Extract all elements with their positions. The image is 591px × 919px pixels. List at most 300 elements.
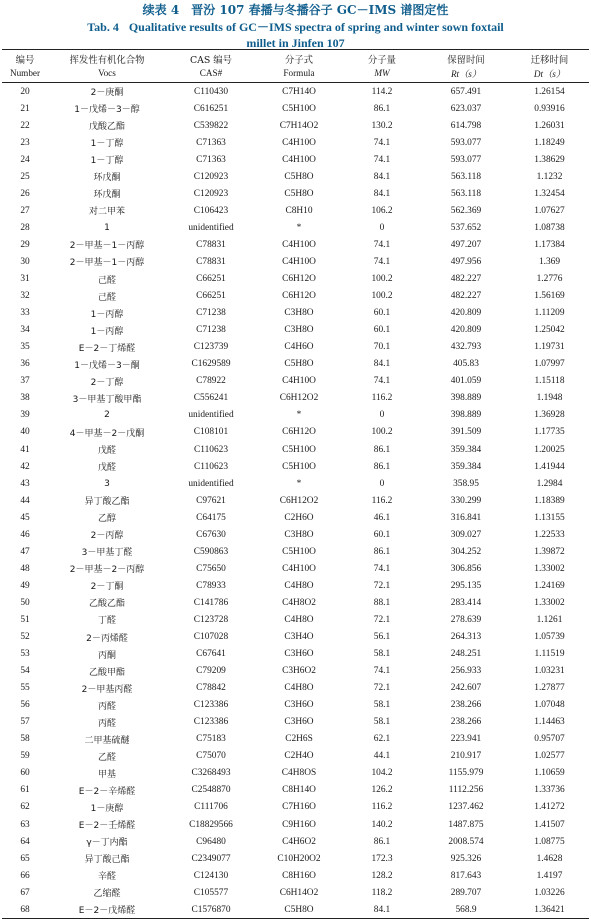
cell-mw: 130.2 bbox=[371, 120, 393, 131]
table-row bbox=[2, 356, 589, 373]
cell-formula: C3H8O bbox=[284, 308, 314, 319]
cell-dt: 1.11209 bbox=[534, 308, 565, 319]
cell-dt: 1.10659 bbox=[534, 768, 565, 779]
cell-mw: 62.1 bbox=[373, 734, 391, 745]
cell-formula: C5H10O bbox=[282, 444, 316, 455]
cell-rt: 309.027 bbox=[450, 529, 482, 540]
cell-number: 59 bbox=[20, 751, 30, 762]
cell-compound: 乙醇 bbox=[97, 514, 116, 525]
cell-dt: 1.11519 bbox=[534, 649, 565, 660]
cell-formula: * bbox=[296, 222, 302, 233]
cell-cas: C111706 bbox=[194, 802, 228, 813]
cell-compound: 对二甲苯 bbox=[88, 207, 125, 218]
header-vocs-cn: 挥发性有机化合物 bbox=[48, 50, 166, 67]
cell-mw: 84.1 bbox=[373, 171, 391, 182]
cell-cas: C105577 bbox=[193, 887, 229, 898]
cell-cas: C97621 bbox=[196, 495, 226, 506]
caption-english bbox=[0, 19, 591, 35]
cell-formula: C4H8O2 bbox=[282, 597, 316, 608]
cell-number: 56 bbox=[20, 700, 30, 711]
cell-compound: 戊醛 bbox=[97, 446, 116, 456]
cell-formula: C4H10O bbox=[282, 239, 316, 250]
table-row bbox=[2, 322, 589, 339]
cell-dt: 1.07997 bbox=[534, 359, 565, 370]
table-row bbox=[2, 219, 589, 236]
cell-compound: 1－丁醇 bbox=[90, 156, 124, 167]
cell-rt: 256.933 bbox=[450, 666, 482, 677]
cell-number: 34 bbox=[20, 325, 30, 336]
cell-formula: C7H14O2 bbox=[279, 120, 319, 131]
cell-formula: C4H8OS bbox=[281, 768, 317, 779]
table-row bbox=[2, 134, 589, 151]
header-vocs-en: Vocs bbox=[48, 66, 166, 83]
header-cas-en: CAS# bbox=[166, 66, 256, 83]
table-row bbox=[2, 731, 589, 748]
cell-rt: 432.793 bbox=[450, 342, 482, 353]
cell-number: 55 bbox=[20, 683, 30, 694]
cell-mw: 116.2 bbox=[371, 802, 393, 813]
cell-compound: 甲基 bbox=[97, 769, 116, 780]
cell-cas: C123386 bbox=[193, 717, 229, 728]
header-mw-cn: 分子量 bbox=[342, 50, 422, 67]
cell-mw: 86.1 bbox=[373, 444, 391, 455]
cell-dt: 1.1948 bbox=[536, 393, 563, 404]
cell-number: 67 bbox=[20, 887, 30, 898]
cell-dt: 1.39872 bbox=[534, 546, 565, 557]
table-row bbox=[2, 850, 589, 867]
table-row bbox=[2, 799, 589, 816]
cell-cas: C78922 bbox=[196, 376, 226, 387]
cell-rt: 248.251 bbox=[450, 649, 482, 660]
table-row bbox=[2, 424, 589, 441]
cell-rt: 289.707 bbox=[450, 887, 482, 898]
cell-cas: C110430 bbox=[193, 86, 229, 97]
table-row bbox=[2, 663, 589, 680]
cell-rt: 563.118 bbox=[450, 188, 482, 199]
cell-number: 35 bbox=[20, 342, 30, 353]
cell-number: 42 bbox=[20, 461, 30, 472]
caption-english-line2: millet in Jinfen 107 bbox=[246, 36, 345, 50]
cell-mw: 46.1 bbox=[373, 512, 391, 523]
cell-rt: 264.313 bbox=[450, 632, 482, 643]
table-row bbox=[2, 816, 589, 833]
cell-formula: C3H6O bbox=[284, 649, 314, 660]
cell-dt: 1.1232 bbox=[536, 171, 563, 182]
cell-dt: 1.32454 bbox=[534, 188, 565, 199]
cell-formula: C5H8O bbox=[284, 171, 314, 182]
cell-mw: 100.2 bbox=[371, 274, 393, 285]
cell-cas: C75070 bbox=[196, 751, 226, 762]
cell-mw: 58.1 bbox=[373, 717, 391, 728]
table-row bbox=[2, 151, 589, 168]
cell-compound: 丙醛 bbox=[97, 701, 116, 712]
table-row bbox=[2, 714, 589, 731]
cell-compound: 3 bbox=[104, 478, 110, 489]
header-number-cn: 编号 bbox=[2, 50, 48, 67]
cell-compound: 丙酮 bbox=[97, 650, 116, 661]
cell-number: 51 bbox=[20, 614, 30, 625]
cell-rt: 925.326 bbox=[450, 853, 482, 864]
header-rt-en: Rt（s） bbox=[422, 66, 510, 83]
cell-number: 30 bbox=[20, 256, 30, 267]
cell-rt: 420.809 bbox=[450, 308, 482, 319]
cell-dt: 1.02577 bbox=[534, 751, 565, 762]
cell-formula: C4H8O bbox=[284, 683, 314, 694]
cell-mw: 116.2 bbox=[371, 393, 393, 404]
table-row bbox=[2, 83, 589, 101]
cell-mw: 74.1 bbox=[373, 239, 391, 250]
cell-mw: 60.1 bbox=[373, 529, 391, 540]
cell-formula: C6H12O2 bbox=[279, 393, 319, 404]
cell-dt: 1.24169 bbox=[534, 580, 565, 591]
cell-cas: C78831 bbox=[196, 256, 226, 267]
cell-cas: C108101 bbox=[193, 427, 229, 438]
header-mw-en: MW bbox=[342, 66, 422, 83]
cell-cas: C67630 bbox=[196, 529, 226, 540]
cell-formula: C5H10O bbox=[282, 546, 316, 557]
header-formula-en: Formula bbox=[256, 66, 342, 83]
cell-rt: 562.369 bbox=[450, 205, 482, 216]
cell-rt: 398.889 bbox=[450, 410, 482, 421]
cell-cas: C123386 bbox=[193, 700, 229, 711]
cell-cas: C616251 bbox=[193, 103, 229, 114]
cell-rt: 593.077 bbox=[450, 137, 482, 148]
cell-dt: 1.08738 bbox=[534, 222, 565, 233]
cell-compound: 乙酸乙酯 bbox=[88, 599, 125, 610]
cell-compound: 3－甲基丁醛 bbox=[81, 548, 133, 559]
cell-cas: C539822 bbox=[193, 120, 229, 131]
table-row bbox=[2, 458, 589, 475]
cell-formula: C5H10O bbox=[282, 103, 316, 114]
table-row bbox=[2, 697, 589, 714]
cell-compound: γ－丁内酯 bbox=[86, 838, 128, 849]
cell-rt: 405.83 bbox=[453, 359, 479, 370]
cell-dt: 1.41272 bbox=[534, 802, 565, 813]
cell-dt: 1.27877 bbox=[534, 683, 565, 694]
table-row bbox=[2, 253, 589, 270]
cell-mw: 86.1 bbox=[373, 103, 391, 114]
cell-dt: 1.18389 bbox=[534, 495, 565, 506]
cell-compound: 2－丙烯醛 bbox=[86, 633, 128, 644]
table-caption bbox=[0, 0, 591, 51]
cell-compound: 2－丙醇 bbox=[90, 531, 124, 542]
cell-cas: C66251 bbox=[196, 274, 226, 285]
header-rt-cn: 保留时间 bbox=[422, 50, 510, 67]
cell-cas: C141786 bbox=[193, 597, 229, 608]
cell-compound: 丁醛 bbox=[97, 616, 116, 627]
table-row bbox=[2, 765, 589, 782]
cell-mw: 126.2 bbox=[371, 785, 393, 796]
cell-number: 65 bbox=[20, 853, 30, 864]
cell-number: 62 bbox=[20, 802, 30, 813]
cell-mw: 84.1 bbox=[373, 359, 391, 370]
cell-dt: 0.95707 bbox=[534, 734, 565, 745]
cell-formula: C5H8O bbox=[284, 188, 314, 199]
caption-chinese: 续表 4 晋汾 107 春播与冬播谷子 GC－IMS 谱图定性 bbox=[142, 3, 449, 17]
cell-number: 60 bbox=[20, 768, 30, 779]
table-row bbox=[2, 748, 589, 765]
cell-compound: 戊酸乙酯 bbox=[88, 122, 125, 133]
table-row bbox=[2, 202, 589, 219]
cell-formula: C4H10O bbox=[282, 376, 316, 387]
cell-compound: 1 bbox=[104, 222, 110, 233]
cell-dt: 1.2984 bbox=[536, 478, 563, 489]
cell-number: 54 bbox=[20, 666, 30, 677]
cell-rt: 391.509 bbox=[450, 427, 482, 438]
cell-compound: E－2－丁烯醛 bbox=[78, 343, 136, 354]
cell-number: 25 bbox=[20, 171, 30, 182]
cell-dt: 1.07627 bbox=[534, 205, 565, 216]
cell-rt: 330.299 bbox=[450, 495, 482, 506]
cell-dt: 1.4628 bbox=[536, 853, 563, 864]
cell-rt: 278.639 bbox=[450, 614, 482, 625]
cell-number: 37 bbox=[20, 376, 30, 387]
table-row bbox=[2, 305, 589, 322]
cell-rt: 398.889 bbox=[450, 393, 482, 404]
cell-formula: C6H12O bbox=[282, 291, 316, 302]
table-row bbox=[2, 373, 589, 390]
cell-rt: 623.037 bbox=[450, 103, 482, 114]
cell-number: 31 bbox=[20, 274, 30, 285]
cell-number: 36 bbox=[20, 359, 30, 370]
cell-rt: 401.059 bbox=[450, 376, 482, 387]
cell-number: 46 bbox=[20, 529, 30, 540]
cell-dt: 1.03226 bbox=[534, 887, 565, 898]
cell-cas: C120923 bbox=[193, 188, 229, 199]
cell-mw: 84.1 bbox=[342, 901, 422, 919]
table-row bbox=[2, 475, 589, 492]
cell-compound: 2－丁醇 bbox=[90, 377, 124, 388]
cell-number: 66 bbox=[20, 870, 30, 881]
cell-cas: unidentified bbox=[188, 410, 234, 421]
cell-rt: 358.95 bbox=[453, 478, 479, 489]
cell-number: 45 bbox=[20, 512, 30, 523]
cell-rt: 1237.462 bbox=[448, 802, 484, 813]
cell-dt: 1.36928 bbox=[534, 410, 565, 421]
cell-mw: 74.1 bbox=[373, 563, 391, 574]
cell-dt: 1.56169 bbox=[534, 291, 565, 302]
table-body bbox=[2, 83, 589, 919]
cell-formula: C3H6O bbox=[284, 717, 314, 728]
cell-cas: C78933 bbox=[196, 580, 226, 591]
cell-formula: C4H10O bbox=[282, 256, 316, 267]
cell-formula: C9H16O bbox=[282, 819, 316, 830]
cell-dt: 1.17735 bbox=[534, 427, 565, 438]
cell-mw: 100.2 bbox=[371, 427, 393, 438]
cell-compound: 1－丁醇 bbox=[90, 139, 124, 150]
cell-number: 23 bbox=[20, 137, 30, 148]
cell-rt: 657.491 bbox=[450, 86, 482, 97]
cell-rt: 238.266 bbox=[450, 700, 482, 711]
cell-cas: C106423 bbox=[193, 205, 229, 216]
cell-cas: C590863 bbox=[193, 546, 229, 557]
table-row bbox=[2, 543, 589, 560]
cell-number: 64 bbox=[20, 836, 30, 847]
table-row bbox=[2, 236, 589, 253]
cell-cas: C110623 bbox=[193, 444, 229, 455]
cell-formula: C3H8O bbox=[284, 529, 314, 540]
table-row bbox=[2, 560, 589, 577]
cell-rt: 563.118 bbox=[450, 171, 482, 182]
cell-rt: 482.227 bbox=[450, 291, 482, 302]
cell-formula: C2H6O bbox=[284, 512, 314, 523]
cell-formula: C4H10O bbox=[282, 154, 316, 165]
cell-rt: 295.135 bbox=[450, 580, 482, 591]
cell-cas: C66251 bbox=[196, 291, 226, 302]
cell-number: 44 bbox=[20, 495, 30, 506]
cell-compound: 异丁酸己酯 bbox=[84, 855, 130, 866]
cell-formula: C10H20O2 bbox=[277, 853, 321, 864]
cell-rt: 482.227 bbox=[450, 274, 482, 285]
cell-cas: C124130 bbox=[193, 870, 229, 881]
table-row bbox=[2, 611, 589, 628]
cell-formula: * bbox=[296, 478, 302, 489]
cell-compound: 异丁酸乙酯 bbox=[84, 497, 130, 508]
cell-rt: 497.207 bbox=[450, 239, 482, 250]
cell-formula: C6H12O2 bbox=[279, 495, 319, 506]
gc-ims-results-table bbox=[2, 49, 589, 919]
cell-dt: 1.26154 bbox=[534, 86, 565, 97]
cell-rt: 238.266 bbox=[450, 717, 482, 728]
cell-number: 58 bbox=[20, 734, 30, 745]
cell-dt: 1.15118 bbox=[534, 376, 565, 387]
cell-number: 22 bbox=[20, 120, 30, 131]
cell-number: 40 bbox=[20, 427, 30, 438]
cell-formula: C3H6O2 bbox=[282, 666, 316, 677]
cell-dt: 1.20025 bbox=[534, 444, 565, 455]
cell-cas: C1629589 bbox=[191, 359, 231, 370]
cell-compound: E－2－壬烯醛 bbox=[78, 821, 136, 832]
cell-compound: 2－甲基－1－丙醇 bbox=[69, 241, 145, 252]
cell-compound: 丙醛 bbox=[97, 718, 116, 729]
header-dt-cn: 迁移时间 bbox=[510, 50, 589, 67]
cell-cas: C79209 bbox=[196, 666, 226, 677]
cell-formula: C7H14O bbox=[282, 86, 316, 97]
cell-mw: 60.1 bbox=[373, 308, 391, 319]
cell-dt: 1.2776 bbox=[536, 274, 563, 285]
cell-rt: 497.956 bbox=[450, 256, 482, 267]
cell-rt: 1112.256 bbox=[448, 785, 484, 796]
cell-dt: 1.13155 bbox=[534, 512, 565, 523]
table-row bbox=[2, 407, 589, 424]
cell-formula: C4H10O bbox=[282, 137, 316, 148]
cell-dt: 1.05739 bbox=[534, 632, 565, 643]
cell-number: 48 bbox=[20, 563, 30, 574]
cell-cas: C123739 bbox=[193, 342, 229, 353]
cell-rt: 537.652 bbox=[450, 222, 482, 233]
cell-cas: C64175 bbox=[196, 512, 226, 523]
cell-number: 41 bbox=[20, 444, 30, 455]
cell-number: 68 bbox=[2, 901, 48, 919]
cell-mw: 86.1 bbox=[373, 836, 391, 847]
cell-formula: C5H10O bbox=[282, 461, 316, 472]
cell-number: 28 bbox=[20, 222, 30, 233]
cell-compound: 己醛 bbox=[97, 292, 116, 303]
cell-dt: 1.17384 bbox=[534, 239, 565, 250]
cell-compound: E－2－辛烯醛 bbox=[78, 786, 136, 797]
table-row bbox=[2, 782, 589, 799]
cell-rt: 568.9 bbox=[422, 901, 510, 919]
table-row bbox=[2, 441, 589, 458]
cell-number: 26 bbox=[20, 188, 30, 199]
cell-mw: 74.1 bbox=[373, 137, 391, 148]
cell-cas: C71238 bbox=[196, 308, 226, 319]
cell-number: 43 bbox=[20, 478, 30, 489]
cell-mw: 74.1 bbox=[373, 154, 391, 165]
cell-number: 21 bbox=[20, 103, 30, 114]
cell-dt: 1.33002 bbox=[534, 597, 565, 608]
cell-cas: C1576870 bbox=[166, 901, 256, 919]
cell-mw: 74.1 bbox=[373, 256, 391, 267]
cell-mw: 72.1 bbox=[373, 580, 391, 591]
table-row bbox=[2, 271, 589, 288]
table-row bbox=[2, 492, 589, 509]
cell-mw: 0 bbox=[379, 410, 385, 421]
cell-rt: 306.856 bbox=[450, 563, 482, 574]
cell-rt: 359.384 bbox=[450, 461, 482, 472]
cell-formula: C4H6O bbox=[284, 342, 314, 353]
cell-formula: C8H16O bbox=[282, 870, 316, 881]
table-row bbox=[2, 339, 589, 356]
cell-cas: C96480 bbox=[196, 836, 226, 847]
cell-compound: 2－丁酮 bbox=[90, 582, 124, 593]
cell-formula: C3H4O bbox=[284, 632, 314, 643]
cell-rt: 614.798 bbox=[450, 120, 482, 131]
table-row bbox=[2, 833, 589, 850]
cell-dt: 1.22533 bbox=[534, 529, 565, 540]
cell-cas: unidentified bbox=[188, 478, 234, 489]
cell-number: 32 bbox=[20, 291, 30, 302]
cell-cas: C67641 bbox=[196, 649, 226, 660]
cell-compound: 乙缩醛 bbox=[93, 889, 121, 900]
cell-mw: 140.2 bbox=[371, 819, 393, 830]
cell-number: 47 bbox=[20, 546, 30, 557]
cell-formula: * bbox=[296, 410, 302, 421]
cell-mw: 106.2 bbox=[371, 205, 393, 216]
cell-mw: 86.1 bbox=[373, 461, 391, 472]
cell-compound: 环戊酮 bbox=[93, 190, 121, 201]
cell-formula: C3H6O bbox=[284, 700, 314, 711]
cell-dt: 1.33736 bbox=[534, 785, 565, 796]
cell-mw: 70.1 bbox=[373, 342, 391, 353]
cell-compound: 1－戊烯－3－酮 bbox=[74, 360, 140, 371]
cell-dt: 1.4197 bbox=[536, 870, 563, 881]
cell-dt: 1.18249 bbox=[534, 137, 565, 148]
table-row bbox=[2, 526, 589, 543]
cell-compound: 2－甲基－2－丙醇 bbox=[69, 565, 145, 576]
cell-cas: C71363 bbox=[196, 137, 226, 148]
cell-cas: C71363 bbox=[196, 154, 226, 165]
cell-dt: 1.38629 bbox=[534, 154, 565, 165]
cell-compound: 3－甲基丁酸甲酯 bbox=[72, 394, 142, 405]
cell-number: 63 bbox=[20, 819, 30, 830]
cell-cas: C78842 bbox=[196, 683, 226, 694]
cell-cas: C123728 bbox=[193, 614, 229, 625]
cell-number: 57 bbox=[20, 717, 30, 728]
cell-compound: 1－丙醇 bbox=[90, 326, 124, 337]
cell-compound: 1－戊烯－3－醇 bbox=[74, 105, 140, 116]
cell-formula: C4H8O bbox=[284, 614, 314, 625]
cell-mw: 56.1 bbox=[373, 632, 391, 643]
cell-formula: C6H14O2 bbox=[279, 887, 319, 898]
cell-number: 38 bbox=[20, 393, 30, 404]
cell-formula: C2H4O bbox=[284, 751, 314, 762]
cell-rt: 359.384 bbox=[450, 444, 482, 455]
table-row bbox=[2, 901, 589, 919]
cell-mw: 104.2 bbox=[371, 768, 393, 779]
cell-formula: C3H8O bbox=[284, 325, 314, 336]
cell-mw: 86.1 bbox=[373, 546, 391, 557]
